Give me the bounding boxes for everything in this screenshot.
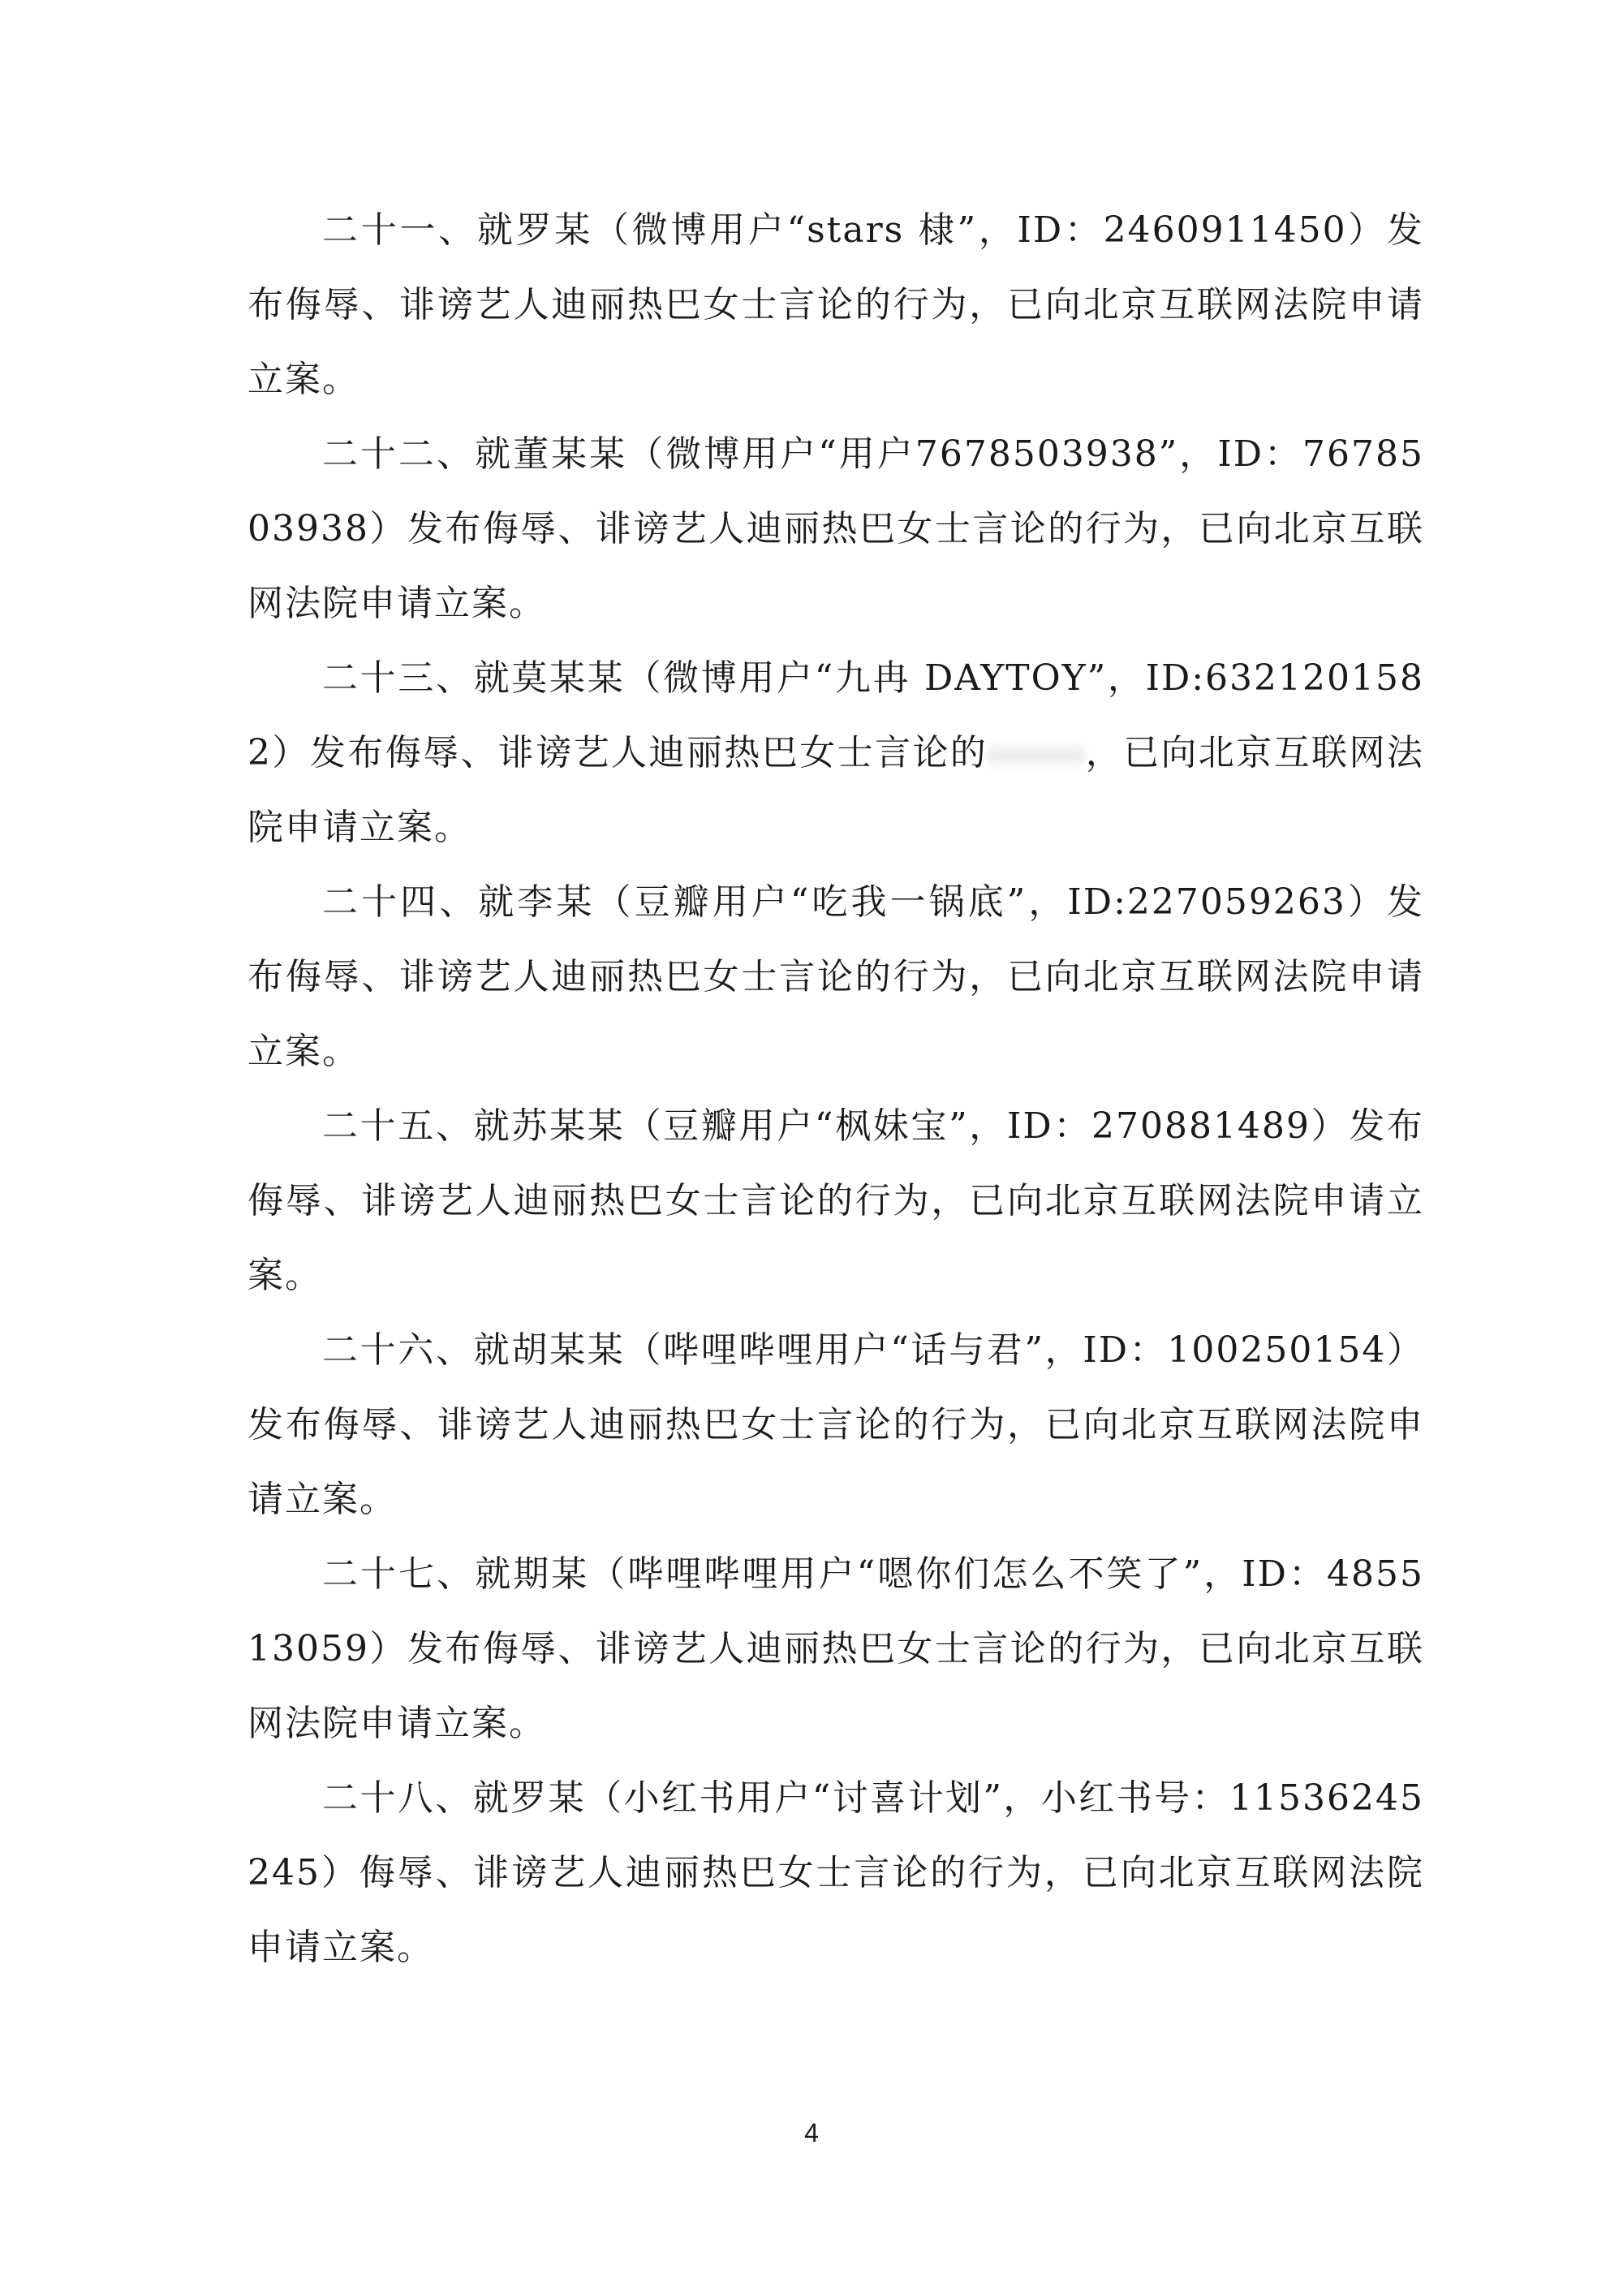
paragraph-21: 二十一、就罗某（微博用户“stars 棣”，ID：2460911450）发布侮辱、诽谤艺人迪丽热巴女士言论的行为，已向北京互联网法院申请立案。 [248, 209, 1424, 400]
document-body [248, 193, 1424, 1985]
paragraph-24: 二十四、就李某（豆瓣用户“吃我一锅底”，ID:227059263）发布侮辱、诽谤艺人迪丽热巴女士言论的行为，已向北京互联网法院申请立案。 [248, 881, 1424, 1072]
paragraph-27: 二十七、就期某（哔哩哔哩用户“嗯你们怎么不笑了”，ID：485513059）发布侮辱、诽谤艺人迪丽热巴女士言论的行为，已向北京互联网法院申请立案。 [248, 1553, 1424, 1744]
paragraph-26: 二十六、就胡某某（哔哩哔哩用户“话与君”，ID：100250154）发布侮辱、诽谤艺人迪丽热巴女士言论的行为，已向北京互联网法院申请立案。 [248, 1329, 1424, 1520]
paragraph-28: 二十八、就罗某（小红书用户“讨喜计划”，小红书号：11536245245）侮辱、诽谤艺人迪丽热巴女士言论的行为，已向北京互联网法院申请立案。 [248, 1777, 1424, 1968]
paragraph-22: 二十二、就董某某（微博用户“用户7678503938”，ID：7678503938）发布侮辱、诽谤艺人迪丽热巴女士言论的行为，已向北京互联网法院申请立案。 [248, 433, 1424, 624]
paragraph-25: 二十五、就苏某某（豆瓣用户“枫妹宝”，ID：270881489）发布侮辱、诽谤艺人迪丽热巴女士言论的行为，已向北京互联网法院申请立案。 [248, 1105, 1424, 1296]
paragraph-23-after: ，已向北京互联网法院申请立案。 [248, 732, 1425, 848]
redaction-smudge [988, 742, 1085, 769]
paragraph-23-before: 二十三、就莫某某（微博用户“九冉 DAYTOY”，ID:6321201582）发布侮辱、诽谤艺人迪丽热巴女士言论的 [248, 657, 1424, 773]
page-number: 4 [804, 2118, 819, 2147]
paragraph-23 [248, 641, 1424, 865]
